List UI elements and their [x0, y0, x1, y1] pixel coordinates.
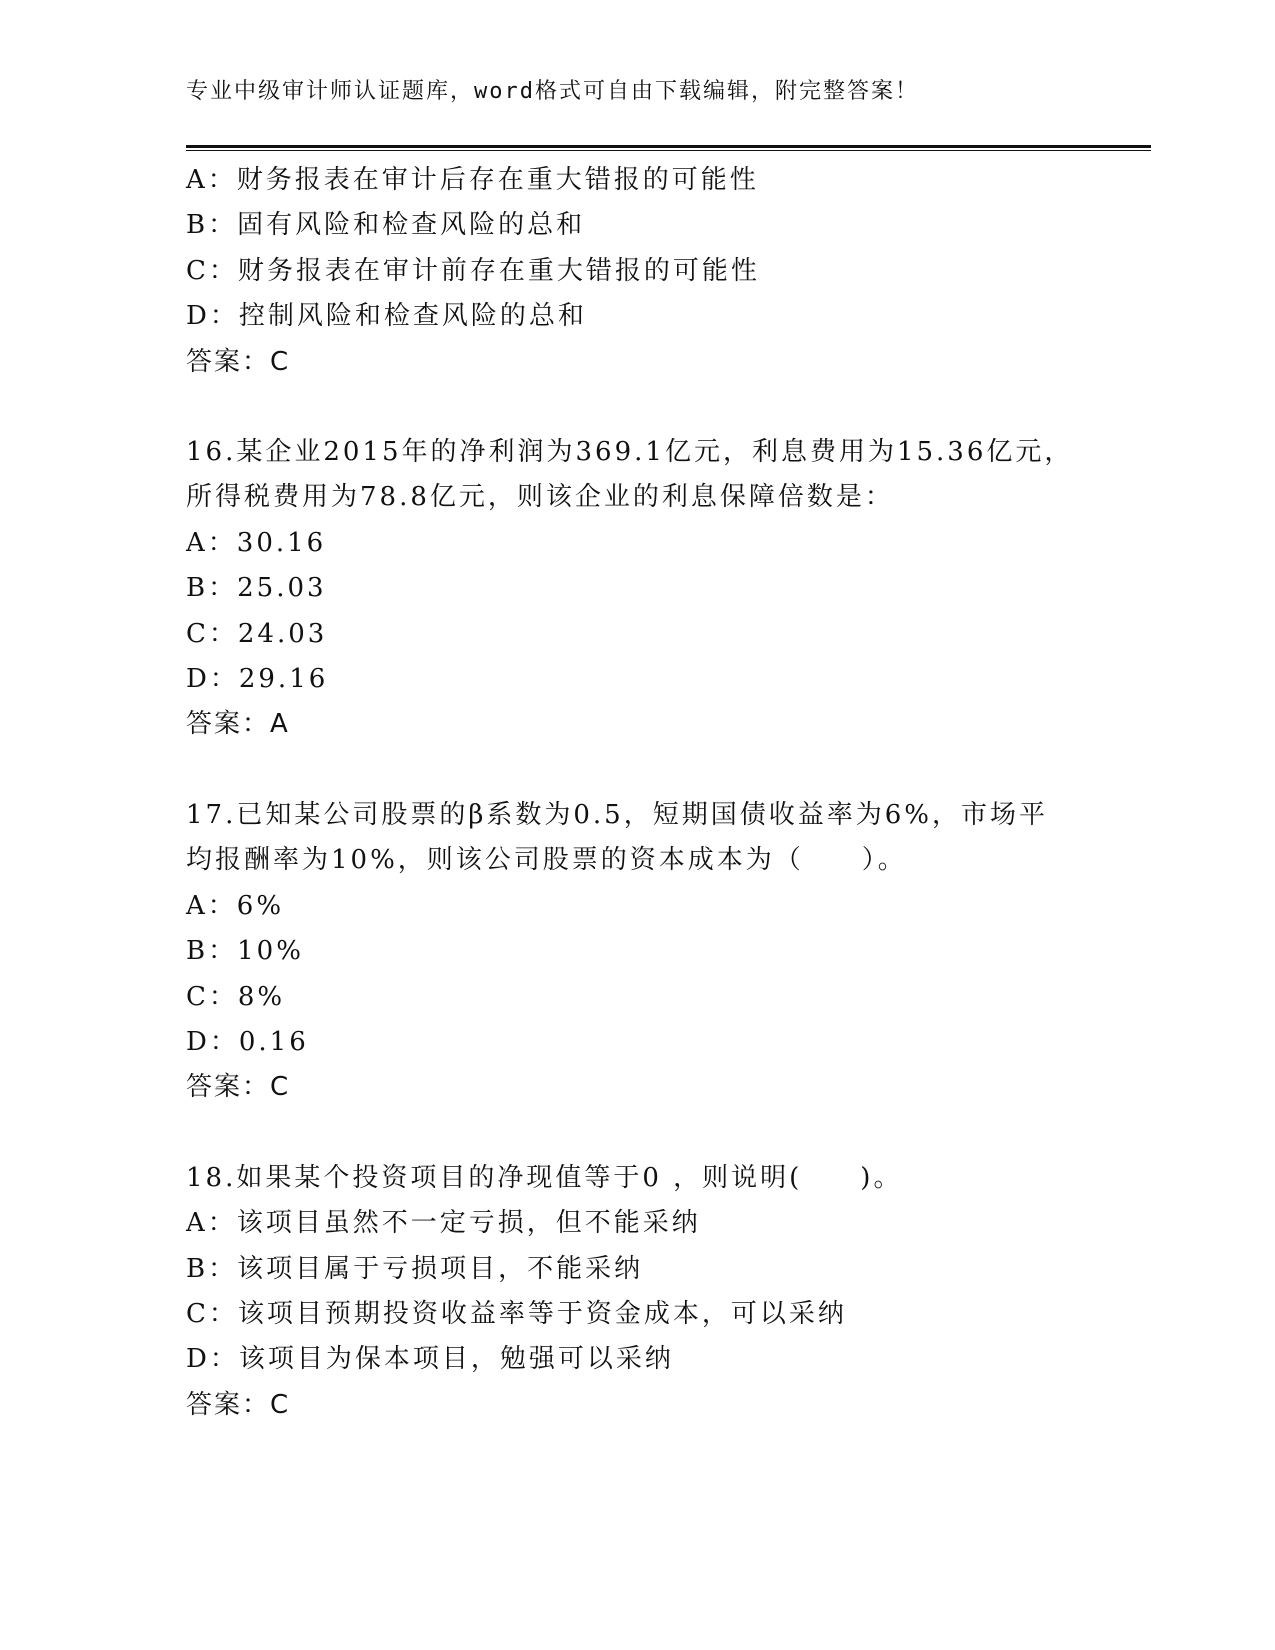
answer: 答案：C [186, 1072, 291, 1103]
option-c: C：24.03 [186, 618, 328, 649]
option-c: C：该项目预期投资收益率等于资金成本，可以采纳 [186, 1298, 847, 1329]
question-15 [186, 158, 1066, 385]
spacer [186, 748, 1066, 793]
option-b: B：固有风险和检查风险的总和 [186, 210, 586, 241]
option-a: A：该项目虽然不一定亏损，但不能采纳 [186, 1208, 701, 1239]
option-a: A：财务报表在审计后存在重大错报的可能性 [186, 165, 759, 195]
header-rule-thin [186, 150, 1151, 151]
question-stem-line: 16.某企业2015年的净利润为369.1亿元，利息费用为15.36亿元， [186, 437, 1074, 468]
answer: 答案：C [186, 346, 291, 377]
option-b: B：10% [186, 936, 304, 967]
option-c: C：财务报表在审计前存在重大错报的可能性 [186, 255, 760, 286]
question-content [186, 158, 1074, 1428]
question-stem-line: 17.已知某公司股票的β系数为0.5，短期国债收益率为6%，市场平 [186, 799, 1048, 830]
option-d: D：该项目为保本项目，勉强可以采纳 [186, 1344, 674, 1375]
page-header: 专业中级审计师认证题库，word格式可自由下载编辑，附完整答案！ [186, 79, 919, 104]
answer: 答案：A [186, 709, 290, 740]
header-rule-thick [186, 145, 1151, 148]
question-stem-line: 18.如果某个投资项目的净现值等于0 ，则说明( )。 [186, 1162, 903, 1193]
spacer [186, 385, 1066, 430]
question-stem-line: 均报酬率为10%，则该公司股票的资本成本为（ ）。 [186, 845, 907, 876]
option-a: A：6% [186, 890, 285, 921]
option-d: D：29.16 [186, 664, 329, 695]
option-d: D：控制风险和检查风险的总和 [186, 301, 587, 332]
option-b: B：25.03 [186, 573, 327, 604]
spacer [186, 1111, 1066, 1156]
question-18 [186, 1156, 1066, 1428]
option-d: D：0.16 [186, 1026, 309, 1057]
option-b: B：该项目属于亏损项目，不能采纳 [186, 1253, 644, 1284]
answer: 答案：C [186, 1389, 291, 1420]
question-16 [186, 430, 1074, 748]
option-c: C：8% [186, 981, 286, 1012]
question-stem-line: 所得税费用为78.8亿元，则该企业的利息保障倍数是： [186, 482, 894, 513]
question-17 [186, 793, 1066, 1111]
option-a: A：30.16 [186, 527, 327, 558]
